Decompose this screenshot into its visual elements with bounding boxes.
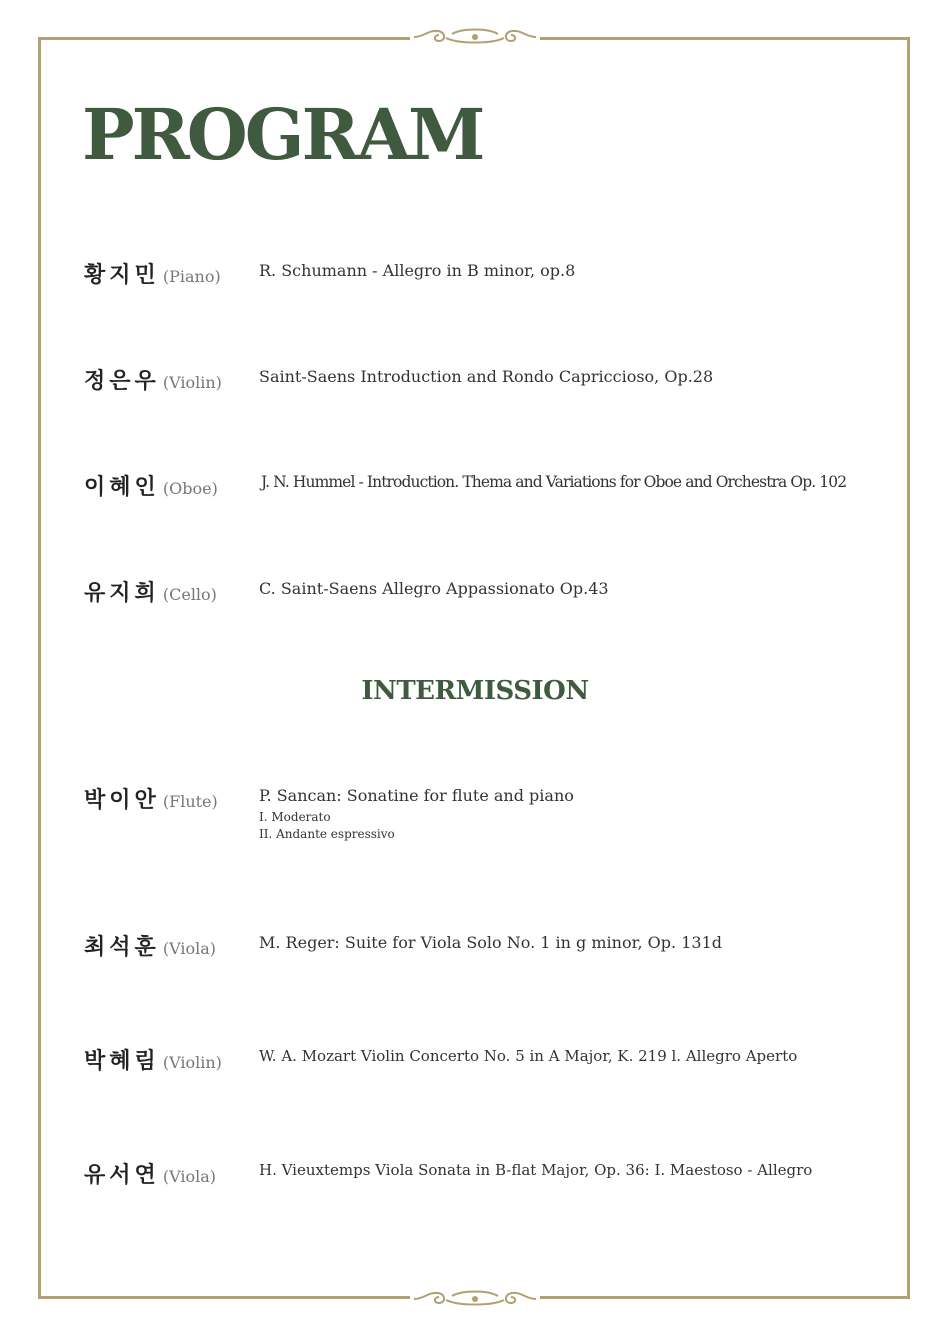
movement-list: [259, 809, 395, 843]
piece-title: H. Vieuxtemps Viola Sonata in B-flat Major, Op. 36: I. Maestoso - Allegro: [259, 1161, 813, 1179]
piece-title: W. A. Mozart Violin Concerto No. 5 in A Major, K. 219 l. Allegro Aperto: [259, 1047, 798, 1065]
performer-name: 유서연: [84, 1163, 160, 1188]
performer-instrument: (Flute): [162, 792, 218, 811]
performer: [84, 258, 221, 289]
performer: [84, 576, 217, 607]
piece-title: C. Saint-Saens Allegro Appassionato Op.43: [259, 579, 609, 598]
top-flourish-ornament: [410, 24, 540, 50]
performer: [84, 930, 216, 961]
piece-title: Saint-Saens Introduction and Rondo Capriccioso, Op.28: [259, 367, 714, 386]
performer-instrument: (Piano): [162, 267, 221, 286]
performer-name: 박이안: [84, 788, 160, 813]
performer-instrument: (Viola): [162, 1167, 217, 1186]
performer-name: 이혜인: [84, 475, 160, 500]
piece-title: P. Sancan: Sonatine for flute and piano: [259, 786, 574, 805]
performer-instrument: (Cello): [162, 585, 217, 604]
page-title: PROGRAM: [82, 93, 483, 176]
movement-item: II. Andante espressivo: [259, 827, 395, 841]
bottom-flourish-ornament: [410, 1286, 540, 1312]
performer: [84, 783, 218, 814]
decorative-border-frame: [38, 37, 910, 1299]
movement-item: I. Moderato: [259, 810, 331, 824]
performer: [84, 1044, 222, 1075]
performer-name: 최석훈: [84, 935, 160, 960]
performer-instrument: (Violin): [162, 373, 222, 392]
intermission-heading: INTERMISSION: [361, 676, 589, 706]
performer: [84, 470, 218, 501]
performer-name: 유지희: [84, 581, 160, 606]
performer: [84, 1158, 216, 1189]
piece-title: J. N. Hummel - Introduction. Thema and Variations for Oboe and Orchestra Op. 102: [261, 473, 847, 491]
piece-title: R. Schumann - Allegro in B minor, op.8: [259, 261, 576, 280]
performer-name: 박혜림: [84, 1049, 160, 1074]
performer-instrument: (Violin): [162, 1053, 222, 1072]
piece-title: M. Reger: Suite for Viola Solo No. 1 in g minor, Op. 131d: [259, 933, 722, 952]
performer-name: 정은우: [84, 369, 160, 394]
performer-instrument: (Viola): [162, 939, 217, 958]
performer-instrument: (Oboe): [162, 479, 218, 498]
performer: [84, 364, 222, 395]
performer-name: 황지민: [84, 263, 160, 288]
